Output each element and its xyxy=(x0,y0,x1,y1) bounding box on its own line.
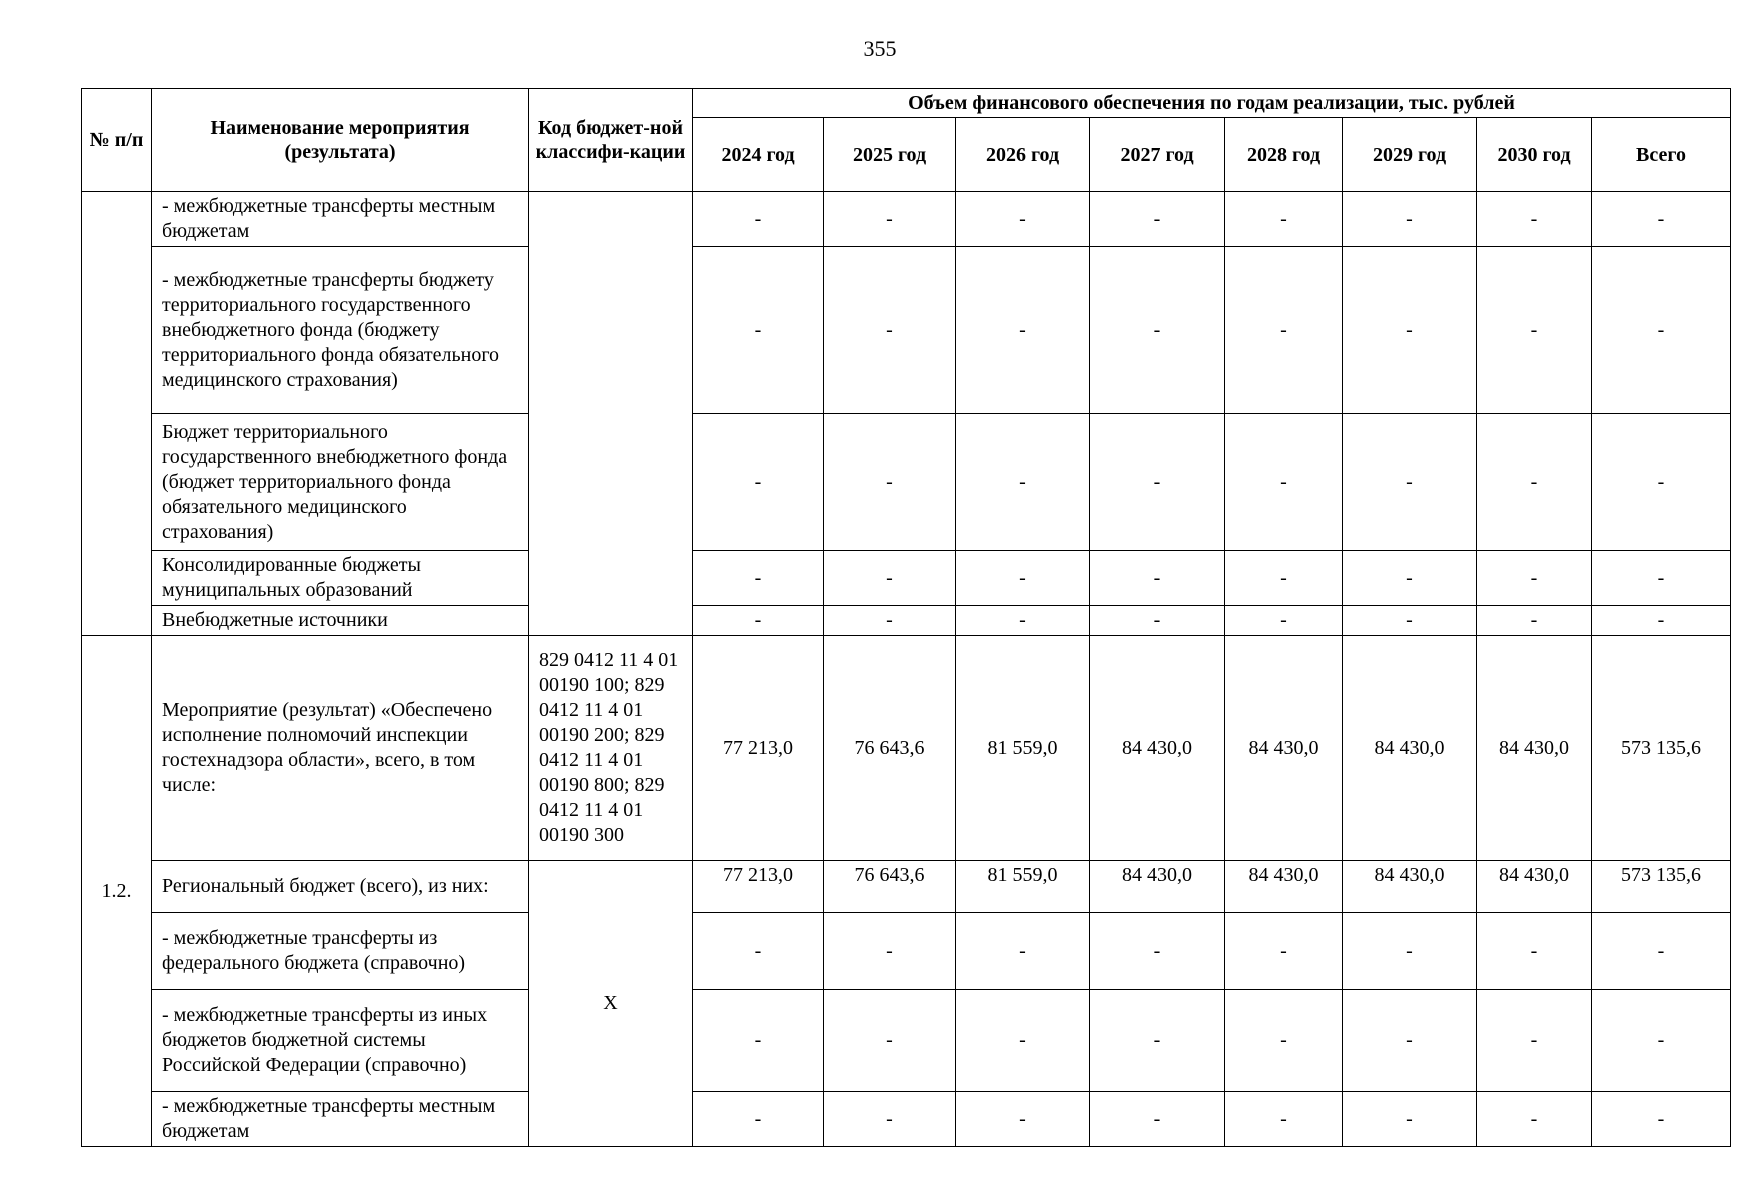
value-cell: - xyxy=(1090,1092,1225,1147)
value-cell: - xyxy=(1343,247,1477,414)
value-cell: - xyxy=(1225,606,1343,636)
value-cell: - xyxy=(1343,606,1477,636)
value-cell: - xyxy=(1477,247,1592,414)
value-cell: - xyxy=(1477,913,1592,990)
value-cell: - xyxy=(956,606,1090,636)
total-cell: - xyxy=(1592,990,1731,1092)
value-cell: 81 559,0 xyxy=(956,636,1090,861)
total-cell: - xyxy=(1592,913,1731,990)
value-cell: - xyxy=(1090,551,1225,606)
value-cell: - xyxy=(1090,192,1225,247)
row-index: 1.2. xyxy=(82,636,152,1147)
value-cell: - xyxy=(1225,551,1343,606)
table-row xyxy=(82,247,1731,414)
value-cell: 77 213,0 xyxy=(693,861,824,913)
value-cell: - xyxy=(1343,414,1477,551)
value-cell: - xyxy=(1477,606,1592,636)
value-cell: - xyxy=(693,1092,824,1147)
value-cell: - xyxy=(1090,247,1225,414)
header-year: 2026 год xyxy=(956,118,1090,192)
value-cell: - xyxy=(693,247,824,414)
value-cell: - xyxy=(1090,990,1225,1092)
table-row xyxy=(82,861,1731,913)
value-cell: - xyxy=(1477,1092,1592,1147)
value-cell: - xyxy=(824,247,956,414)
value-cell: - xyxy=(956,990,1090,1092)
value-cell: - xyxy=(1477,192,1592,247)
value-cell: - xyxy=(1225,192,1343,247)
header-year: 2025 год xyxy=(824,118,956,192)
value-cell: - xyxy=(693,990,824,1092)
row-name: - межбюджетные трансферты местным бюджетам xyxy=(152,1092,529,1147)
row-name: - межбюджетные трансферты из федерального бюджета (справочно) xyxy=(152,913,529,990)
value-cell: 84 430,0 xyxy=(1343,861,1477,913)
value-cell: - xyxy=(824,551,956,606)
row-code-empty xyxy=(529,192,693,636)
table-row xyxy=(82,414,1731,551)
row-name: Мероприятие (результат) «Обеспечено исполнение полномочий инспекции гостехнадзора области», всего, в том числе: xyxy=(152,636,529,861)
header-year: 2027 год xyxy=(1090,118,1225,192)
header-num: № п/п xyxy=(82,89,152,192)
value-cell: - xyxy=(1477,990,1592,1092)
value-cell: - xyxy=(1090,606,1225,636)
value-cell: 84 430,0 xyxy=(1225,861,1343,913)
row-name: Региональный бюджет (всего), из них: xyxy=(152,861,529,913)
header-year: 2024 год xyxy=(693,118,824,192)
value-cell: - xyxy=(824,192,956,247)
table-row xyxy=(82,636,1731,861)
total-cell: - xyxy=(1592,551,1731,606)
value-cell: - xyxy=(693,414,824,551)
value-cell: - xyxy=(956,1092,1090,1147)
table-row xyxy=(82,1092,1731,1147)
header-name: Наименование мероприятия (результата) xyxy=(152,89,529,192)
value-cell: 84 430,0 xyxy=(1090,636,1225,861)
row-name: - межбюджетные трансферты местным бюджетам xyxy=(152,192,529,247)
value-cell: - xyxy=(1343,551,1477,606)
table-row xyxy=(82,192,1731,247)
value-cell: 84 430,0 xyxy=(1225,636,1343,861)
value-cell: - xyxy=(824,606,956,636)
value-cell: - xyxy=(824,913,956,990)
value-cell: 84 430,0 xyxy=(1090,861,1225,913)
value-cell: - xyxy=(693,606,824,636)
row-name: Консолидированные бюджеты муниципальных образований xyxy=(152,551,529,606)
value-cell: - xyxy=(956,414,1090,551)
value-cell: - xyxy=(1090,414,1225,551)
header-year: 2029 год xyxy=(1343,118,1477,192)
row-name: Бюджет территориального государственного внебюджетного фонда (бюджет территориального фонда обязательного медицинского страхования) xyxy=(152,414,529,551)
total-cell: - xyxy=(1592,192,1731,247)
value-cell: 76 643,6 xyxy=(824,861,956,913)
table-row xyxy=(82,990,1731,1092)
value-cell: - xyxy=(824,414,956,551)
value-cell: - xyxy=(1477,414,1592,551)
row-code: 829 0412 11 4 01 00190 100; 829 0412 11 4 01 00190 200; 829 0412 11 4 01 00190 800; 829 0412 11 4 01 00190 300 xyxy=(529,636,693,861)
row-index-empty xyxy=(82,192,152,636)
value-cell: 77 213,0 xyxy=(693,636,824,861)
value-cell: 81 559,0 xyxy=(956,861,1090,913)
row-name: - межбюджетные трансферты из иных бюджетов бюджетной системы Российской Федерации (справочно) xyxy=(152,990,529,1092)
value-cell: - xyxy=(1477,551,1592,606)
value-cell: - xyxy=(824,990,956,1092)
header-total: Всего xyxy=(1592,118,1731,192)
value-cell: - xyxy=(956,913,1090,990)
header-year: 2028 год xyxy=(1225,118,1343,192)
value-cell: - xyxy=(1343,990,1477,1092)
value-cell: - xyxy=(1225,414,1343,551)
value-cell: - xyxy=(1090,913,1225,990)
row-name: Внебюджетные источники xyxy=(152,606,529,636)
value-cell: - xyxy=(956,192,1090,247)
budget-table xyxy=(81,88,1731,1147)
total-cell: 573 135,6 xyxy=(1592,636,1731,861)
table-row xyxy=(82,551,1731,606)
value-cell: - xyxy=(693,192,824,247)
row-code: Х xyxy=(529,861,693,1147)
total-cell: - xyxy=(1592,1092,1731,1147)
header-year: 2030 год xyxy=(1477,118,1592,192)
value-cell: - xyxy=(956,247,1090,414)
row-name: - межбюджетные трансферты бюджету территориального государственного внебюджетного фонда (бюджету территориального фонда обязательного медицинского страхования) xyxy=(152,247,529,414)
total-cell: - xyxy=(1592,606,1731,636)
table-row xyxy=(82,606,1731,636)
value-cell: - xyxy=(824,1092,956,1147)
table-row xyxy=(82,913,1731,990)
total-cell: - xyxy=(1592,414,1731,551)
total-cell: 573 135,6 xyxy=(1592,861,1731,913)
value-cell: - xyxy=(693,913,824,990)
value-cell: - xyxy=(1225,913,1343,990)
value-cell: - xyxy=(956,551,1090,606)
value-cell: - xyxy=(1343,913,1477,990)
value-cell: - xyxy=(1225,990,1343,1092)
value-cell: 76 643,6 xyxy=(824,636,956,861)
value-cell: 84 430,0 xyxy=(1477,636,1592,861)
value-cell: - xyxy=(693,551,824,606)
value-cell: - xyxy=(1343,1092,1477,1147)
header-code: Код бюджет-ной классифи-кации xyxy=(529,89,693,192)
value-cell: - xyxy=(1225,247,1343,414)
value-cell: 84 430,0 xyxy=(1477,861,1592,913)
value-cell: 84 430,0 xyxy=(1343,636,1477,861)
header-volume: Объем финансового обеспечения по годам реализации, тыс. рублей xyxy=(693,89,1731,118)
value-cell: - xyxy=(1225,1092,1343,1147)
page-number: 355 xyxy=(863,36,897,61)
value-cell: - xyxy=(1343,192,1477,247)
total-cell: - xyxy=(1592,247,1731,414)
